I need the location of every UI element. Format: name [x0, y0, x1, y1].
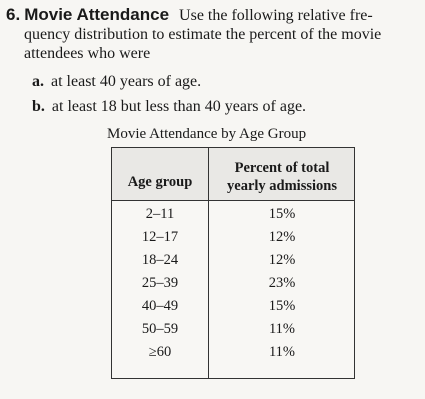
age-cell: 12–17 — [141, 229, 179, 245]
percent-cell: 15% — [268, 206, 296, 222]
table-row — [112, 296, 354, 319]
age-cell: 25–39 — [141, 275, 179, 291]
header-percent-line-2: yearly admissions — [227, 178, 337, 194]
problem-parts — [6, 71, 416, 117]
percent-cell: 12% — [268, 229, 296, 245]
age-cell: 2–11 — [145, 206, 175, 222]
problem-prompt-line-2: quency distribution to estimate the percent of the movie — [24, 26, 382, 43]
percent-cell: 11% — [268, 321, 296, 337]
table-row — [112, 227, 354, 250]
age-cell: 40–49 — [141, 298, 179, 314]
table-body — [112, 204, 354, 365]
percent-cell: 15% — [268, 298, 296, 314]
table-row — [112, 204, 354, 227]
header-age-group: Age group — [127, 174, 193, 190]
table-row — [112, 342, 354, 365]
percent-cell: 11% — [268, 344, 296, 360]
header-percent — [210, 159, 354, 195]
table-row — [112, 319, 354, 342]
part-text: at least 40 years of age. — [51, 73, 202, 90]
age-cell: 18–24 — [141, 252, 179, 268]
problem-statement — [6, 5, 416, 25]
frequency-table — [111, 147, 355, 379]
problem-block — [6, 5, 416, 121]
problem-title: Movie Attendance — [24, 5, 170, 24]
table-row — [112, 273, 354, 296]
table-row — [112, 250, 354, 273]
problem-number: 6. — [6, 5, 21, 24]
part-letter: b. — [32, 98, 45, 115]
problem-prompt-line-1: Use the following relative fre- — [179, 7, 373, 24]
table-caption: Movie Attendance by Age Group — [107, 126, 307, 142]
percent-cell: 12% — [268, 252, 296, 268]
problem-prompt-line-3: attendees who were — [24, 45, 151, 62]
age-cell: ≥60 — [148, 344, 172, 360]
percent-cell: 23% — [268, 275, 296, 291]
part-b — [32, 96, 416, 117]
age-cell: 50–59 — [141, 321, 179, 337]
part-a — [32, 71, 416, 92]
header-percent-line-1: Percent of total — [234, 160, 330, 176]
part-text: at least 18 but less than 40 years of age. — [51, 98, 307, 115]
part-letter: a. — [32, 73, 44, 90]
